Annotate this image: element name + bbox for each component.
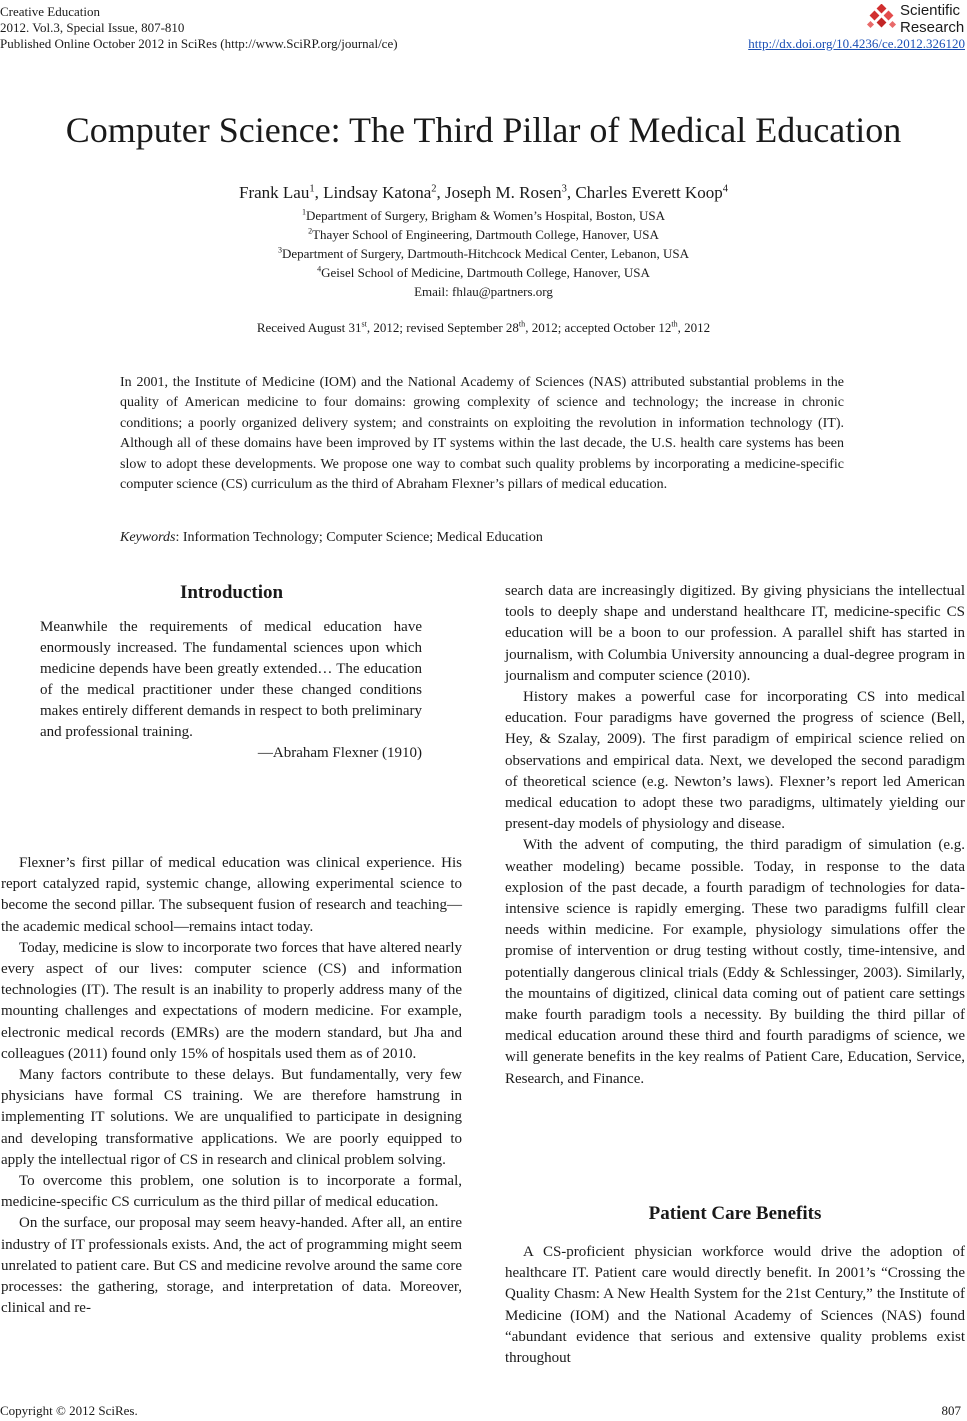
running-header [0,4,600,52]
received-sup: st [361,319,367,329]
right-column-body-2 [505,1242,965,1369]
received-text: Received August 31 [256,320,362,335]
author-sup: 1 [309,183,315,195]
author-name: Joseph M. Rosen [445,183,562,202]
logo-mark-icon [866,4,898,36]
keywords [120,528,844,548]
paragraph: A CS-proficient physician workforce would drive the adoption of healthcare IT. Patient care would directly benefit. In 2001’s “Crossing the Quality Chasm: A New Health System for the 21st Century,” the Institute of Medicine (IOM) and the National Academy of Sciences (NAS) found “abundant evidence that serious and extensive quality problems exist throughout [505,1244,965,1367]
abstract: In 2001, the Institute of Medicine (IOM) and the National Academy of Sciences (NAS) attributed substantial problems in the quality of American medicine to four domains: growing complexity of science and technology; the increase in chronic conditions; a poorly organized delivery system; and constraints on exploiting the revolution in information technology (IT). Although all of these domains have been improved by IT systems within the last decade, the U.S. health care systems has been slow to adopt these developments. We propose one way to combat such quality problems by incorporating a medicine-specific computer science (CS) curriculum as the third of Abraham Flexner’s pillars of medical education. [120,375,844,493]
affiliation-sup: 1 [301,207,306,217]
author-sup: 2 [431,183,437,195]
accepted-text: , 2012; accepted October 12 [525,320,672,335]
paragraph: To overcome this problem, one solution is to incorporate a formal, medicine-specific CS curriculum as the third pillar of medical education. [1,1173,462,1211]
author-name: Frank Lau [239,183,310,202]
scientific-research-logo [866,2,966,38]
keywords-label: Keywords [120,530,176,545]
paragraph: Today, medicine is slow to incorporate two forces that have altered nearly every aspect of our lives: computer science (CS) and information technologies (IT). The result is an inability to properly address many of the mounting challenges and expectations of modern medicine. For example, electronic medical records (EMRs) are the modern standard, but Jha and colleagues (2011) found only 15% of hospitals used them as of 2010. [1,939,462,1062]
paragraph-continuation: search data are increasingly digitized. By giving physicians the intellectual tools to deeply shape and understand healthcare IT, medicine-specific CS education will be a boon to our profession. A parallel shift has started in journalism, with Columbia University announcing a dual-degree program in journalism and computer science (2010). [505,583,965,684]
page-number: 807 [941,1403,961,1418]
quote-attribution: —Abraham Flexner (1910) [257,745,422,761]
author-sup: 3 [561,183,567,195]
affiliation-text: Thayer School of Engineering, Dartmouth College, Hanover, USA [312,227,659,242]
paragraph: Flexner’s first pillar of medical education was clinical experience. His report catalyzed rapid, systemic change, allowing experimental science to become the second pillar. The subsequent fusion of research and teaching—the academic medical school—remains intact today. [1,855,462,935]
author-email: Email: fhlau@partners.org [414,284,553,299]
paper-title: Computer Science: The Third Pillar of Medical Education [65,110,902,150]
affiliation [0,225,967,244]
author-sep: , [566,183,576,202]
right-column-body [505,581,965,1090]
affiliation [0,206,967,225]
affiliation-text: Geisel School of Medicine, Dartmouth College, Hanover, USA [321,265,650,280]
affiliation-text: Department of Surgery, Brigham & Women’s Hospital, Boston, USA [305,208,666,223]
author-sup: 4 [722,183,728,195]
author-sep: , [436,183,445,202]
paragraph: Many factors contribute to these delays. But fundamentally, very few physicians have formal CS training. We are therefore hamstrung in implementing IT solutions. We are unqualified to participate in designing and developing transformative applications. We are poorly equipped to apply the intellectual rigor of CS in research and clinical problem solving. [1,1067,462,1168]
doi-link[interactable]: http://dx.doi.org/10.4236/ce.2012.326120 [748,36,965,51]
journal-name: Creative Education [0,4,100,19]
author-name: Lindsay Katona [323,183,432,202]
logo-text-research: Research [900,19,965,36]
affiliation-text: Department of Surgery, Dartmouth-Hitchcock Medical Center, Lebanon, USA [281,246,690,261]
year-text: , 2012 [677,320,711,335]
received-dates [0,318,967,337]
issue-info: 2012. Vol.3, Special Issue, 807-810 [0,20,185,35]
paragraph: With the advent of computing, the third paradigm of simulation (e.g. weather modeling) became possible. Today, in response to the data explosion of the past decade, a fourth paradigm of technologies for data-intensive science is rapidly emerging. These two paradigms fulfill clear needs within medicine. For example, physiology simulations offer the promise of intervention or drug testing without costly, time-intensive, and potentially dangerous clinical trials (Eddy & Schlessinger, 2003). Similarly, the mountains of digitized, clinical data coming out of patient care settings make fourth paradigm tools a necessity. By building the third pillar of medical education around these third and fourth paradigms of science, we will generate benefits in the key realms of Patient Care, Education, Service, Research, and Finance. [505,837,965,1087]
affiliation [0,263,967,282]
author-sep: , [314,183,324,202]
revised-text: , 2012; revised September 28 [366,320,519,335]
quote-text: Meanwhile the requirements of medical education have enormously increased. The fundamental sciences upon which medicine depends have been greatly extended… The education of the medical practitioner under these changed conditions makes entirely different demands in respect to both preliminary and professional training. [40,619,422,740]
affiliation-sup: 2 [308,226,313,236]
accepted-sup: th [671,319,678,329]
affiliation-sup: 3 [277,245,282,255]
keywords-text: : Information Technology; Computer Science; Medical Education [175,530,543,545]
epigraph-quote [40,617,422,764]
author-list [0,182,967,204]
copyright-footer: Copyright © 2012 SciRes. [0,1403,138,1418]
logo-text-scientific: Scientific [900,2,961,19]
section-heading-patient-care: Patient Care Benefits [648,1203,822,1224]
author-name: Charles Everett Koop [575,183,723,202]
published-info: Published Online October 2012 in SciRes (http://www.SciRP.org/journal/ce) [0,36,398,51]
paragraph: History makes a powerful case for incorporating CS into medical education. Four paradigms have governed the progress of science (Bell, Hey, & Szalay, 2009). The first paradigm of empirical science relied on observations and empirical data. Next, we developed the second paradigm of theoretical science (e.g. Newton’s laws). Flexner’s report led American medical education to adopt these two paradigms, ultimately yielding our present-day models of physiology and disease. [505,689,965,833]
section-heading-introduction: Introduction [179,582,284,603]
affiliation-sup: 4 [317,264,322,274]
affiliation [0,244,967,263]
revised-sup: th [518,319,526,329]
paragraph: On the surface, our proposal may seem heavy-handed. After all, an entire industry of IT professionals exists. And, the act of programming might seem unrelated to patient care. But CS and medicine revolve around the same core processes: the gathering, storage, and interpretation of data. Moreover, clinical and re- [1,1215,462,1317]
left-column-body [1,853,462,1319]
